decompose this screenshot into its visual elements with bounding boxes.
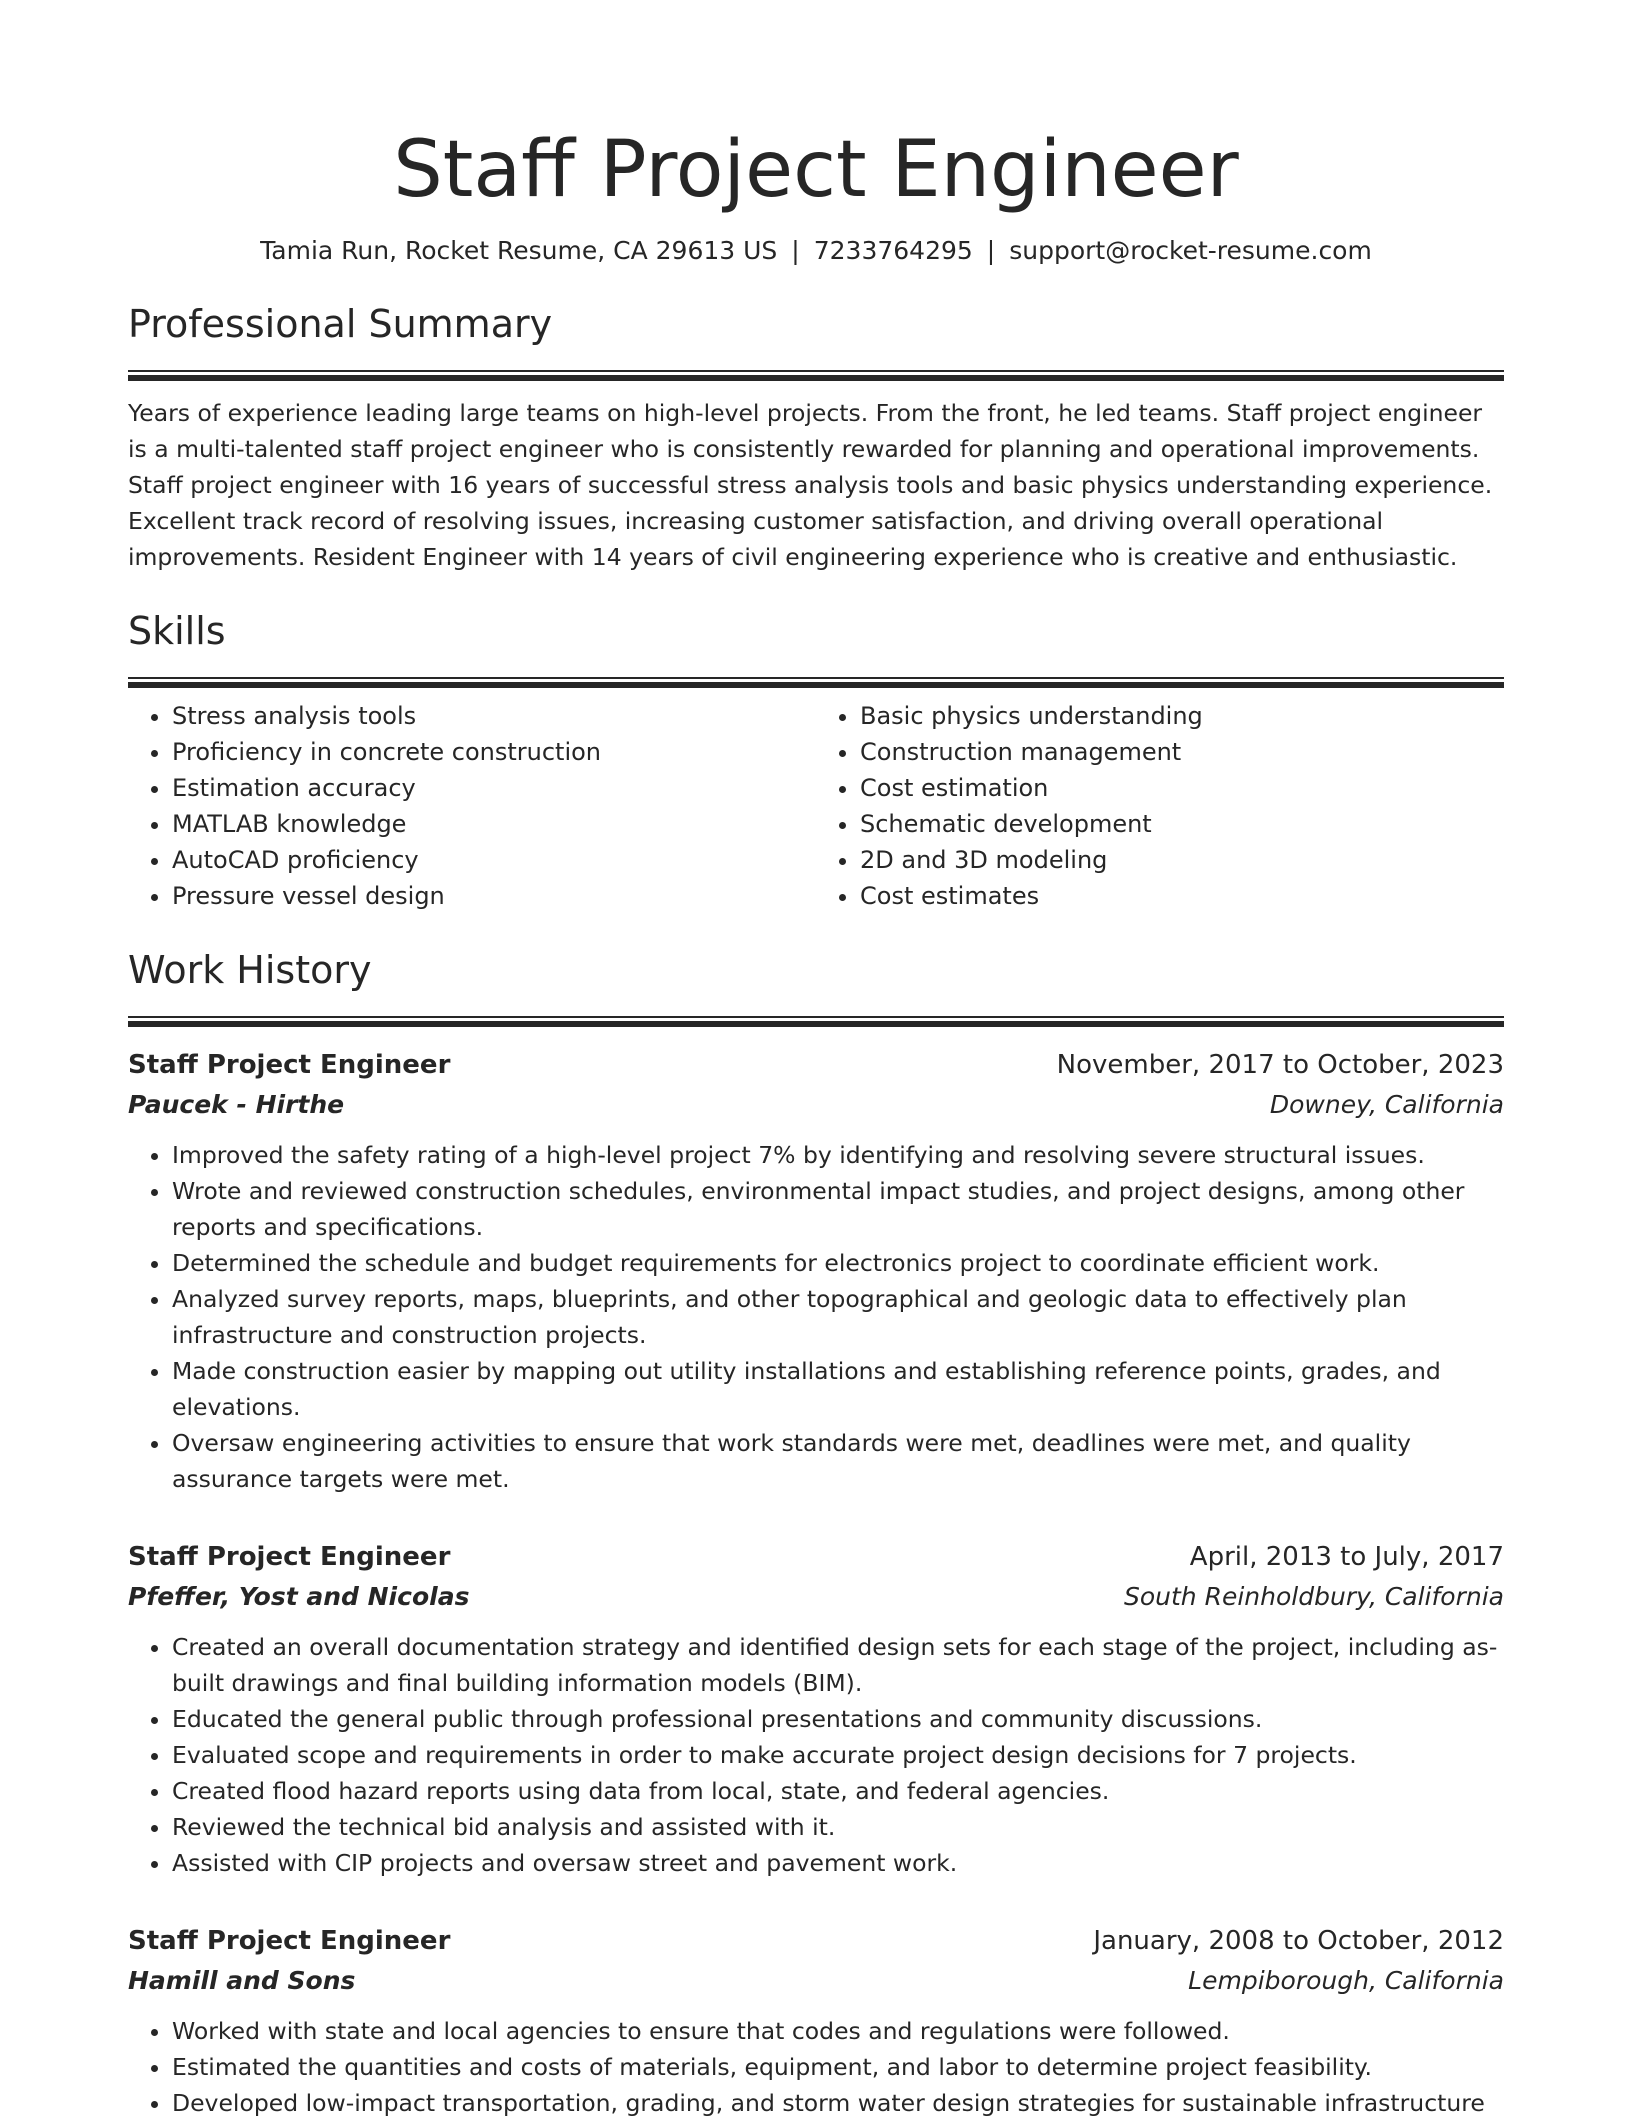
skill-item: • MATLAB knowledge (172, 806, 816, 842)
skills-section (128, 607, 1504, 914)
section-divider (128, 677, 1504, 688)
skill-item: • Stress analysis tools (172, 698, 816, 734)
job-bullet: • Developed low-impact transportation, grading, and storm water design strategies for sustainable infrastructure (172, 2085, 1504, 2121)
professional-summary-section (128, 300, 1504, 575)
job-header-row (128, 1537, 1504, 1577)
contact-address: Tamia Run, Rocket Resume, CA 29613 US (260, 236, 778, 265)
job-dates: April, 2013 to July, 2017 (1189, 1542, 1504, 1572)
skills-columns (128, 698, 1504, 914)
section-title: Skills (128, 609, 226, 653)
job-bullets (128, 1137, 1504, 1497)
skill-item: • Construction management (860, 734, 1504, 770)
skills-list-right (816, 698, 1504, 914)
job-title: Staff Project Engineer (128, 1050, 451, 1080)
job-entry (128, 1537, 1504, 1881)
section-title: Work History (128, 948, 372, 992)
job-entry (128, 1921, 1504, 2121)
job-company: Hamill and Sons (128, 1966, 356, 1995)
job-bullet: • Created flood hazard reports using data from local, state, and federal agencies. (172, 1773, 1504, 1809)
contact-phone: 7233764295 (813, 236, 973, 265)
skill-item: • Estimation accuracy (172, 770, 816, 806)
job-bullet: • Estimated the quantities and costs of materials, equipment, and labor to determine project feasibility. (172, 2049, 1504, 2085)
job-bullet: • Wrote and reviewed construction schedules, environmental impact studies, and project designs, among other reports and specifications. (172, 1173, 1504, 1245)
skill-item: • Cost estimates (860, 878, 1504, 914)
job-bullet: • Determined the schedule and budget requirements for electronics project to coordinate efficient work. (172, 1245, 1504, 1281)
job-bullet: • Evaluated scope and requirements in order to make accurate project design decisions for 7 projects. (172, 1737, 1504, 1773)
job-company-row (128, 1577, 1504, 1617)
job-location: South Reinholdbury, California (1124, 1582, 1504, 1611)
job-bullet: • Analyzed survey reports, maps, blueprints, and other topographical and geologic data to effectively plan infrastructure and construction projects. (172, 1281, 1504, 1353)
skill-item: • Cost estimation (860, 770, 1504, 806)
work-history-section (128, 946, 1504, 2121)
job-bullet: • Educated the general public through professional presentations and community discussions. (172, 1701, 1504, 1737)
contact-email: support@rocket-resume.com (1009, 236, 1372, 265)
contact-line (128, 234, 1504, 268)
job-title: Staff Project Engineer (128, 1926, 451, 1956)
resume-name: Staff Project Engineer (393, 125, 1239, 215)
job-header-row (128, 1045, 1504, 1085)
job-bullet: • Assisted with CIP projects and oversaw street and pavement work. (172, 1845, 1504, 1881)
job-bullet: • Created an overall documentation strategy and identified design sets for each stage of the project, including as-built drawings and final building information models (BIM). (172, 1629, 1504, 1701)
contact-separator: | (986, 236, 996, 265)
job-company: Paucek - Hirthe (128, 1090, 345, 1119)
skill-item: • AutoCAD proficiency (172, 842, 816, 878)
job-bullet: • Oversaw engineering activities to ensure that work standards were met, deadlines were met, and quality assurance targets were met. (172, 1425, 1504, 1497)
section-divider (128, 1016, 1504, 1027)
skill-item: • Basic physics understanding (860, 698, 1504, 734)
job-location: Downey, California (1269, 1090, 1504, 1119)
summary-text: Years of experience leading large teams on high-level projects. From the front, he led teams. Staff project engineer is a multi-talented staff project engineer who is consistently rewarded for planning and operational improvements. Staff project engineer with 16 years of successful stress analysis tools and basic physics understanding experience. Excellent track record of resolving issues, increasing customer satisfaction, and driving overall operational improvements. Resident Engineer with 14 years of civil engineering experience who is creative and enthusiastic. (128, 399, 1493, 571)
job-company: Pfeffer, Yost and Nicolas (128, 1582, 470, 1611)
job-company-row (128, 1085, 1504, 1125)
skills-list-left (128, 698, 816, 914)
job-entry (128, 1045, 1504, 1497)
job-location: Lempiborough, California (1188, 1966, 1504, 1995)
job-bullet: • Made construction easier by mapping out utility installations and establishing reference points, grades, and elevations. (172, 1353, 1504, 1425)
job-bullets (128, 1629, 1504, 1881)
job-dates: November, 2017 to October, 2023 (1056, 1050, 1504, 1080)
job-company-row (128, 1961, 1504, 2001)
job-bullets (128, 2013, 1504, 2121)
job-title: Staff Project Engineer (128, 1542, 451, 1572)
job-header-row (128, 1921, 1504, 1961)
section-divider (128, 370, 1504, 381)
contact-separator: | (791, 236, 800, 265)
skill-item: • Proficiency in concrete construction (172, 734, 816, 770)
job-bullet: • Reviewed the technical bid analysis and assisted with it. (172, 1809, 1504, 1845)
section-title: Professional Summary (128, 302, 553, 346)
skill-item: • 2D and 3D modeling (860, 842, 1504, 878)
job-dates: January, 2008 to October, 2012 (1093, 1926, 1504, 1956)
skill-item: • Pressure vessel design (172, 878, 816, 914)
job-bullet: • Improved the safety rating of a high-level project 7% by identifying and resolving severe structural issues. (172, 1137, 1504, 1173)
job-bullet: • Worked with state and local agencies to ensure that codes and regulations were followed. (172, 2013, 1504, 2049)
skill-item: • Schematic development (860, 806, 1504, 842)
